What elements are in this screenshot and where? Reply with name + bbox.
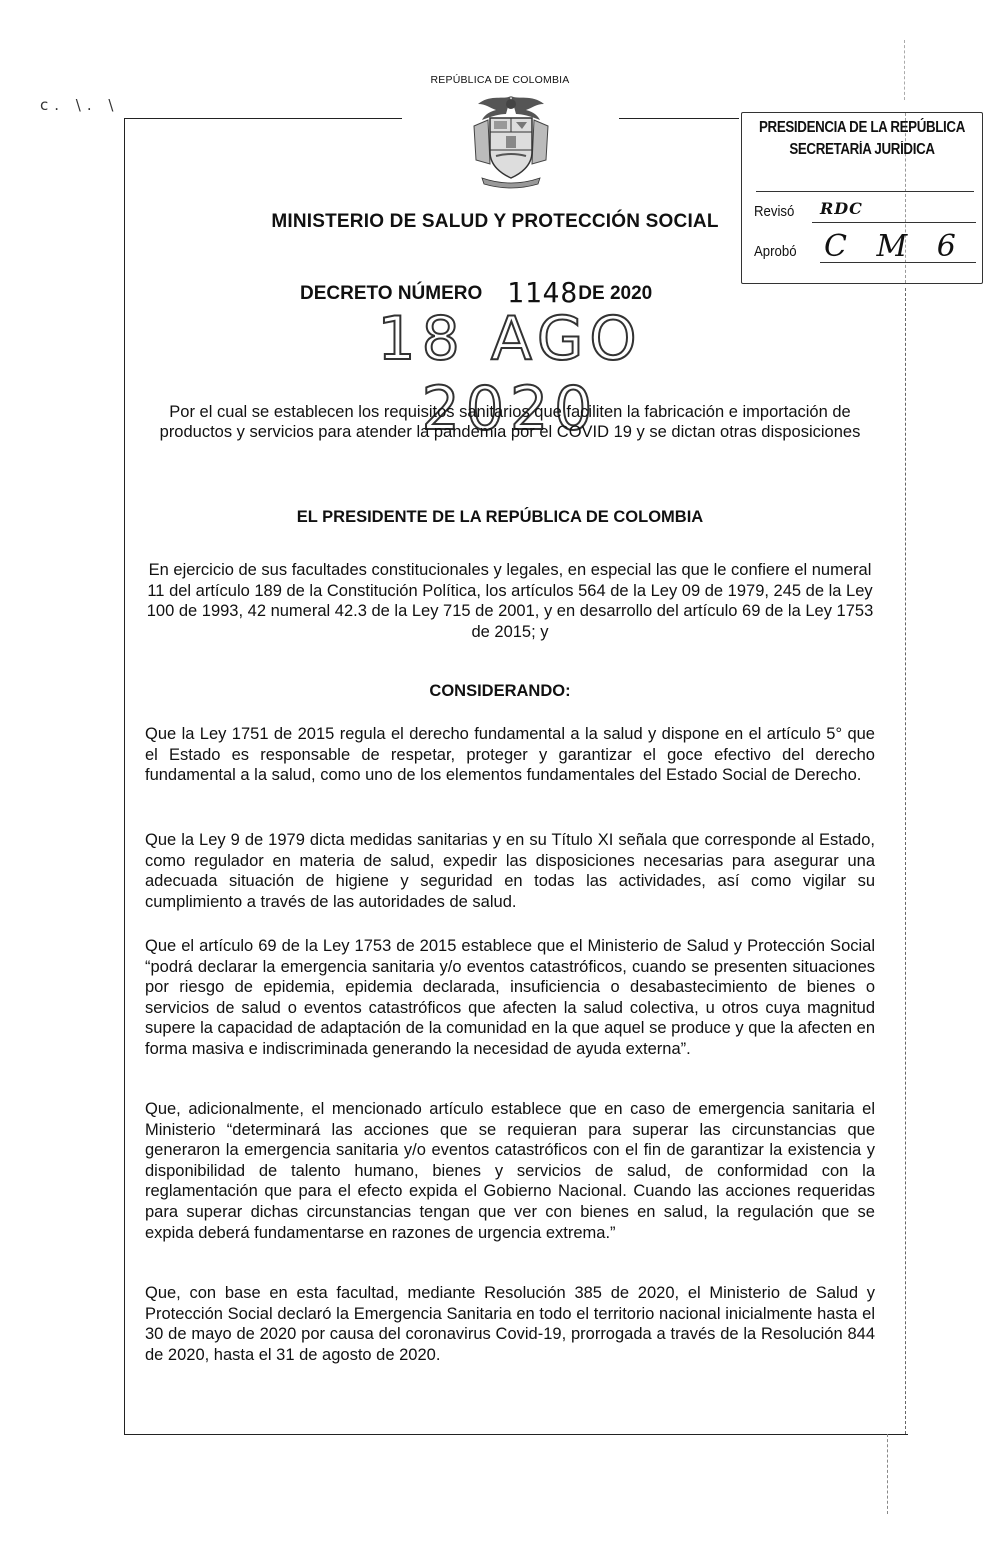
stamp-title-line1: PRESIDENCIA DE LA REPÚBLICA: [759, 119, 965, 136]
considering-paragraph: Que, adicionalmente, el mencionado artículo establece que en caso de emergencia sanitaria el Ministerio “determinará las acciones que se requieran para superar las circunstancias que generaron la emergencia sanitaria y/o eventos catastróficos con el fin de garantizar la existencia y disponibilidad de talento humano, bienes y servicios de salud, de conformidad con la reglamentación que para el efecto expida el Gobierno Nacional. Cuando las acciones requeridas para superar dichas circunstancias tengan que ver con bienes en salud, la regulación que se expida deberá fundamentarse en razones de urgencia extrema.”: [145, 1100, 875, 1242]
stamp-approved-label: Aprobó: [754, 243, 797, 260]
decree-label: DECRETO NÚMERO: [300, 283, 483, 304]
stamp-revised-line: [812, 222, 976, 223]
margin-tick-top: [904, 40, 905, 100]
coat-of-arms-emblem: [460, 90, 562, 190]
considering-paragraph: Que, con base en esta facultad, mediante Resolución 385 de 2020, el Ministerio de Salud y Protección Social declaró la Emergencia Sanitaria en todo el territorio nacional inicialmente hasta el 30 de mayo de 2020 por causa del coronavirus Covid-19, prorrogada a través de la Resolución 844 de 2020, hasta el 31 de agosto de 2020.: [145, 1284, 875, 1364]
stamp-separator: [756, 191, 974, 192]
ministry-title: MINISTERIO DE SALUD Y PROTECCIÓN SOCIAL: [271, 211, 719, 232]
stamp-revised-initials: RDC: [820, 199, 863, 218]
frame-line-right: [905, 288, 906, 1434]
legal-basis-paragraph: En ejercicio de sus facultades constitucionales y legales, en especial las que le confiere el numeral 11 del artículo 189 de la Constitución Política, los artículos 564 de la Ley 09 de 1979, 245 de la Ley 100 de 1993, 42 numeral 42.3 de la Ley 715 de 2001, y en desarrollo del artículo 69 de la Ley 1753 de 2015; y: [146, 561, 874, 641]
decree-year: DE 2020: [578, 283, 653, 304]
frame-line-left: [124, 118, 125, 1434]
considering-paragraph: Que el artículo 69 de la Ley 1753 de 2015 establece que el Ministerio de Salud y Protección Social “podrá declarar la emergencia sanitaria y/o eventos catastróficos, cuando se presenten situaciones por riesgo de epidemia, epidemia declarada, insuficiencia o desabastecimiento de bienes o servicios de salud o eventos catastróficos que afecten la salud colectiva, u otros cuya magnitud supere la capacidad de adaptación de la comunidad en la que aquel se produce y que la afecten en forma masiva e indiscriminada generando la necesidad de ayuda externa”.: [145, 937, 875, 1058]
issuer-heading: EL PRESIDENTE DE LA REPÚBLICA DE COLOMBIA: [296, 508, 704, 526]
stamped-date: 18 AGO 2020: [377, 304, 643, 444]
considering-paragraph: Que la Ley 9 de 1979 dicta medidas sanitarias y en su Título XI señala que corresponde al Estado, como regulador en materia de salud, expedir las disposiciones necesarias para asegurar una adecuada situación de higiene y seguridad en todas las actividades, así como vigilar su cumplimiento a través de las autoridades de salud.: [145, 831, 875, 911]
decree-number-row: [300, 273, 653, 309]
stamp-revised-label: Revisó: [754, 203, 795, 220]
stamp-title-line2: SECRETARÍA JURÍDICA: [789, 141, 935, 158]
frame-line-top-right: [619, 118, 739, 119]
stamp-approved-initials: C M 6: [824, 229, 966, 264]
considering-paragraph: Que la Ley 1751 de 2015 regula el derecho fundamental a la salud y dispone en el artículo 5° que el Estado es responsable de respetar, proteger y garantizar el goce efectivo del derecho fundamental a la salud, como uno de los elementos fundamentales del Estado Social de Derecho.: [145, 725, 875, 785]
decree-number: 1148: [506, 276, 579, 309]
legal-review-stamp: [741, 112, 983, 284]
margin-tick-bottom: [887, 1434, 888, 1514]
corner-handwritten-marks: c. \. \: [40, 96, 120, 114]
decree-subject: Por el cual se establecen los requisitos sanitarios que faciliten la fabricación e importación de productos y servicios para atender la pandemia por el COVID 19 y se dictan otras disposiciones: [159, 403, 861, 441]
considering-heading: CONSIDERANDO:: [429, 682, 571, 700]
republic-caption: REPÚBLICA DE COLOMBIA: [430, 74, 570, 86]
frame-line-bottom: [124, 1434, 908, 1435]
frame-line-top-left: [124, 118, 402, 119]
